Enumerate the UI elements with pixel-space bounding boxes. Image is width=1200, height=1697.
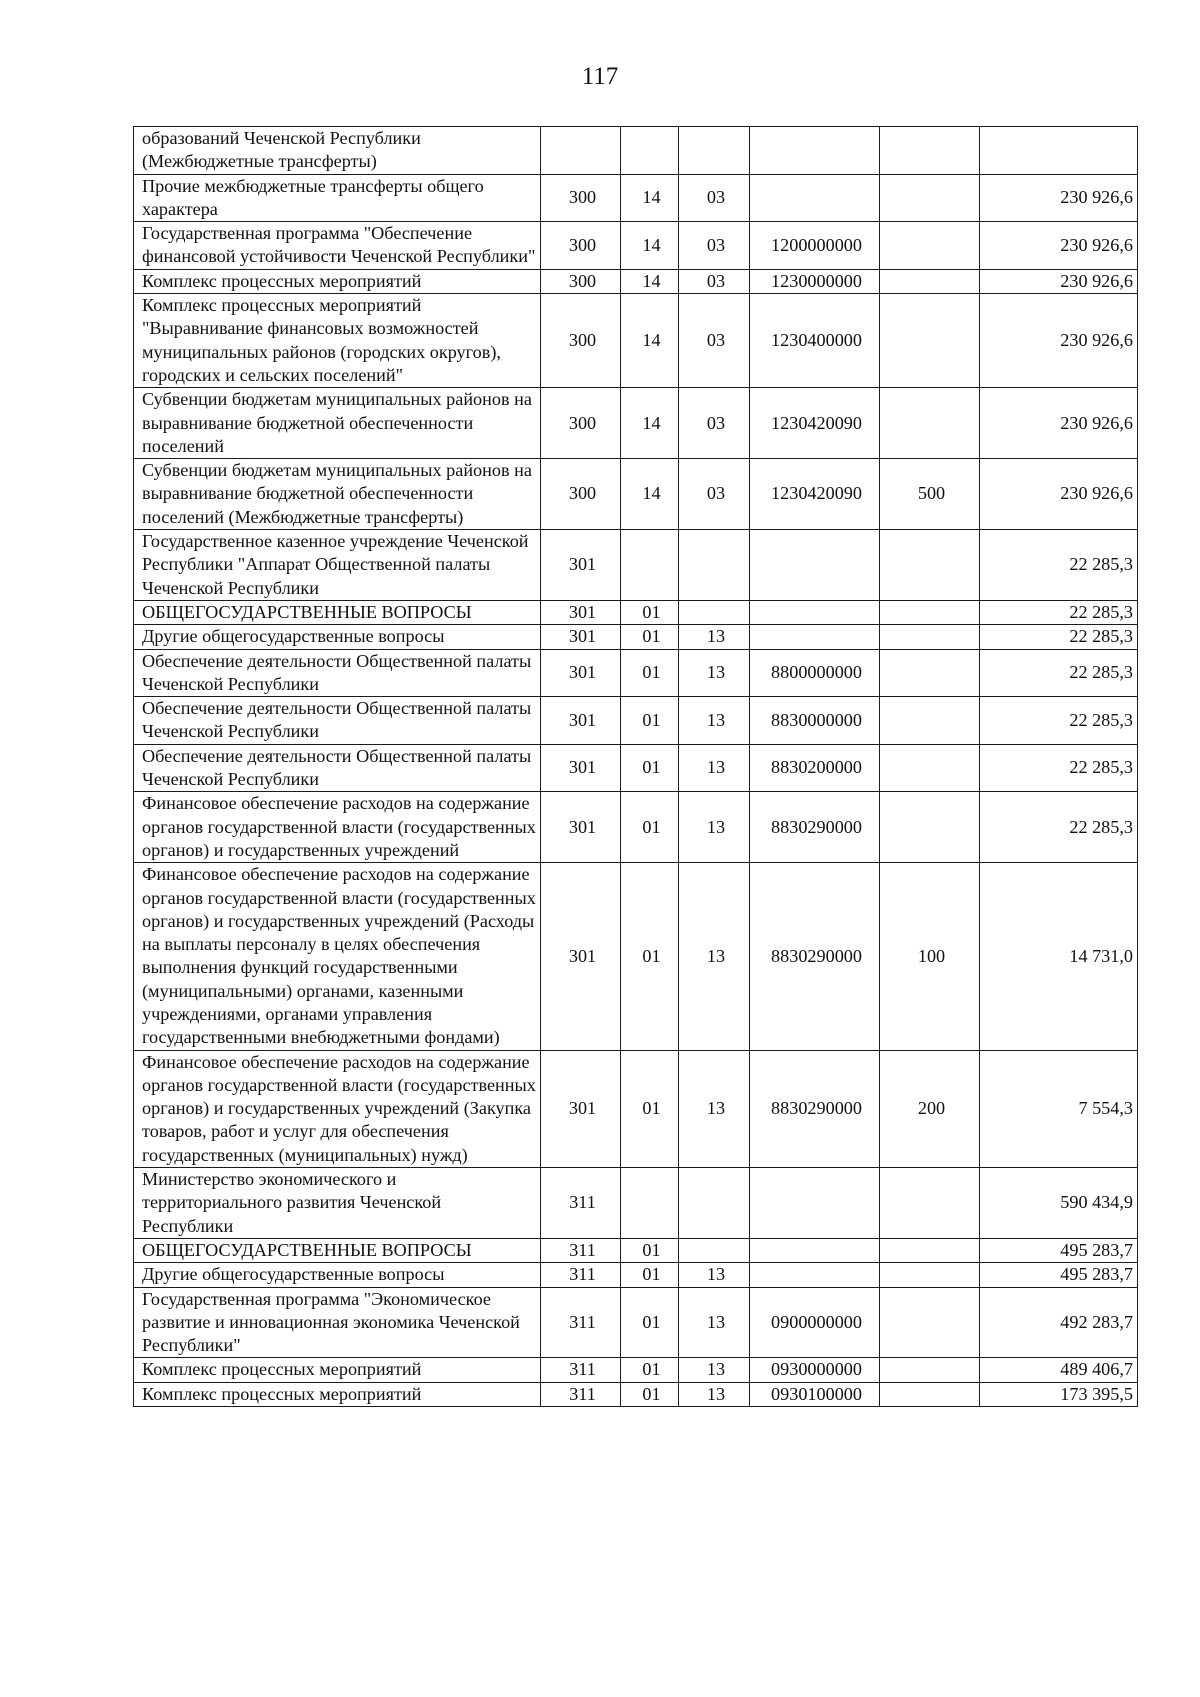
cell-section-code: [621, 530, 679, 601]
cell-item-name: Субвенции бюджетам муниципальных районов на выравнивание бюджетной обеспеченности поселений (Межбюджетные трансферты): [134, 459, 541, 530]
cell-target-article-code: [750, 174, 880, 222]
cell-section-code: 01: [621, 1238, 679, 1262]
cell-subsection-code: 03: [679, 222, 750, 270]
cell-subsection-code: 13: [679, 1050, 750, 1167]
cell-amount: 492 283,7: [980, 1287, 1138, 1358]
cell-section-code: 14: [621, 174, 679, 222]
cell-section-code: 01: [621, 600, 679, 624]
cell-target-article-code: [750, 1238, 880, 1262]
cell-amount: 495 283,7: [980, 1238, 1138, 1262]
table-row: [134, 388, 1138, 459]
table-row: [134, 744, 1138, 792]
cell-amount: [980, 127, 1138, 175]
cell-amount: 230 926,6: [980, 174, 1138, 222]
cell-subsection-code: [679, 1238, 750, 1262]
cell-target-article-code: [750, 600, 880, 624]
cell-amount: 22 285,3: [980, 697, 1138, 745]
cell-expense-type-code: [880, 697, 980, 745]
cell-amount: 22 285,3: [980, 600, 1138, 624]
cell-ministry-code: 311: [541, 1287, 621, 1358]
cell-ministry-code: 301: [541, 625, 621, 649]
budget-table: [133, 126, 1138, 1407]
cell-section-code: 01: [621, 1287, 679, 1358]
table-row: [134, 459, 1138, 530]
table-row: [134, 625, 1138, 649]
cell-subsection-code: 13: [679, 625, 750, 649]
cell-subsection-code: [679, 600, 750, 624]
cell-expense-type-code: 200: [880, 1050, 980, 1167]
cell-subsection-code: [679, 1168, 750, 1239]
cell-section-code: [621, 127, 679, 175]
cell-ministry-code: 311: [541, 1168, 621, 1239]
cell-item-name: Субвенции бюджетам муниципальных районов на выравнивание бюджетной обеспеченности поселений: [134, 388, 541, 459]
cell-subsection-code: [679, 127, 750, 175]
cell-item-name: Комплекс процессных мероприятий: [134, 269, 541, 293]
cell-section-code: [621, 1168, 679, 1239]
cell-target-article-code: 1230420090: [750, 388, 880, 459]
cell-subsection-code: 13: [679, 1287, 750, 1358]
cell-ministry-code: 301: [541, 530, 621, 601]
cell-subsection-code: 13: [679, 792, 750, 863]
cell-section-code: 01: [621, 744, 679, 792]
cell-item-name: образований Чеченской Республики (Межбюджетные трансферты): [134, 127, 541, 175]
cell-subsection-code: 13: [679, 1263, 750, 1287]
cell-subsection-code: 13: [679, 863, 750, 1050]
cell-expense-type-code: [880, 625, 980, 649]
cell-amount: 22 285,3: [980, 744, 1138, 792]
cell-expense-type-code: [880, 649, 980, 697]
cell-expense-type-code: [880, 269, 980, 293]
cell-ministry-code: 301: [541, 697, 621, 745]
cell-section-code: 01: [621, 1382, 679, 1406]
cell-subsection-code: 13: [679, 744, 750, 792]
cell-ministry-code: 300: [541, 222, 621, 270]
cell-amount: 230 926,6: [980, 269, 1138, 293]
cell-section-code: 14: [621, 269, 679, 293]
cell-subsection-code: 13: [679, 1358, 750, 1382]
cell-amount: 7 554,3: [980, 1050, 1138, 1167]
cell-item-name: Финансовое обеспечение расходов на содержание органов государственной власти (государственных органов) и государственных учреждений: [134, 792, 541, 863]
cell-expense-type-code: [880, 222, 980, 270]
cell-target-article-code: 8830290000: [750, 1050, 880, 1167]
cell-ministry-code: 300: [541, 459, 621, 530]
cell-item-name: Финансовое обеспечение расходов на содержание органов государственной власти (государственных органов) и государственных учреждений (Закупка товаров, работ и услуг для обеспечения государственных (муниципальных) нужд): [134, 1050, 541, 1167]
table-row: [134, 294, 1138, 388]
cell-item-name: Обеспечение деятельности Общественной палаты Чеченской Республики: [134, 697, 541, 745]
cell-subsection-code: 03: [679, 459, 750, 530]
cell-amount: 22 285,3: [980, 625, 1138, 649]
cell-section-code: 14: [621, 294, 679, 388]
cell-target-article-code: 0930100000: [750, 1382, 880, 1406]
cell-expense-type-code: [880, 294, 980, 388]
cell-item-name: Обеспечение деятельности Общественной палаты Чеченской Республики: [134, 649, 541, 697]
cell-amount: 22 285,3: [980, 530, 1138, 601]
cell-section-code: 01: [621, 1358, 679, 1382]
cell-ministry-code: 301: [541, 600, 621, 624]
cell-item-name: Министерство экономического и территориального развития Чеченской Республики: [134, 1168, 541, 1239]
cell-ministry-code: 300: [541, 294, 621, 388]
table-row: [134, 792, 1138, 863]
cell-ministry-code: 301: [541, 649, 621, 697]
cell-section-code: 14: [621, 459, 679, 530]
cell-expense-type-code: [880, 174, 980, 222]
cell-expense-type-code: [880, 1382, 980, 1406]
cell-ministry-code: 301: [541, 744, 621, 792]
cell-target-article-code: 1230400000: [750, 294, 880, 388]
cell-amount: 22 285,3: [980, 649, 1138, 697]
cell-target-article-code: 0900000000: [750, 1287, 880, 1358]
cell-target-article-code: [750, 127, 880, 175]
cell-target-article-code: 0930000000: [750, 1358, 880, 1382]
cell-ministry-code: 311: [541, 1382, 621, 1406]
cell-ministry-code: 311: [541, 1358, 621, 1382]
cell-target-article-code: 8830200000: [750, 744, 880, 792]
cell-target-article-code: 1230420090: [750, 459, 880, 530]
table-row: [134, 1382, 1138, 1406]
cell-expense-type-code: [880, 1168, 980, 1239]
cell-expense-type-code: [880, 792, 980, 863]
table-row: [134, 1287, 1138, 1358]
cell-amount: 14 731,0: [980, 863, 1138, 1050]
cell-ministry-code: 301: [541, 863, 621, 1050]
cell-subsection-code: 03: [679, 174, 750, 222]
cell-subsection-code: 13: [679, 649, 750, 697]
cell-subsection-code: [679, 530, 750, 601]
cell-amount: 590 434,9: [980, 1168, 1138, 1239]
cell-target-article-code: [750, 530, 880, 601]
cell-item-name: ОБЩЕГОСУДАРСТВЕННЫЕ ВОПРОСЫ: [134, 1238, 541, 1262]
cell-expense-type-code: [880, 1358, 980, 1382]
cell-expense-type-code: [880, 530, 980, 601]
cell-expense-type-code: 100: [880, 863, 980, 1050]
cell-subsection-code: 03: [679, 269, 750, 293]
cell-ministry-code: 300: [541, 388, 621, 459]
table-row: [134, 863, 1138, 1050]
cell-amount: 230 926,6: [980, 459, 1138, 530]
cell-section-code: 01: [621, 1263, 679, 1287]
cell-item-name: Другие общегосударственные вопросы: [134, 625, 541, 649]
table-row: [134, 1358, 1138, 1382]
table-row: [134, 127, 1138, 175]
cell-subsection-code: 03: [679, 388, 750, 459]
cell-item-name: Другие общегосударственные вопросы: [134, 1263, 541, 1287]
cell-expense-type-code: [880, 1263, 980, 1287]
table-body: [134, 127, 1138, 1407]
cell-expense-type-code: [880, 388, 980, 459]
cell-item-name: Прочие межбюджетные трансферты общего характера: [134, 174, 541, 222]
cell-ministry-code: 301: [541, 792, 621, 863]
cell-ministry-code: 301: [541, 1050, 621, 1167]
cell-section-code: 01: [621, 649, 679, 697]
cell-section-code: 01: [621, 1050, 679, 1167]
cell-item-name: Государственная программа "Экономическое развитие и инновационная экономика Чеченской Республики": [134, 1287, 541, 1358]
cell-item-name: Комплекс процессных мероприятий "Выравнивание финансовых возможностей муниципальных районов (городских округов), городских и сельских поселений": [134, 294, 541, 388]
cell-target-article-code: [750, 1168, 880, 1239]
cell-section-code: 01: [621, 625, 679, 649]
cell-target-article-code: 8830290000: [750, 792, 880, 863]
cell-item-name: Государственное казенное учреждение Чеченской Республики "Аппарат Общественной палаты Чеченской Республики: [134, 530, 541, 601]
cell-item-name: Обеспечение деятельности Общественной палаты Чеченской Республики: [134, 744, 541, 792]
cell-amount: 489 406,7: [980, 1358, 1138, 1382]
cell-subsection-code: 13: [679, 697, 750, 745]
table-row: [134, 222, 1138, 270]
cell-target-article-code: 1200000000: [750, 222, 880, 270]
page-number: 117: [581, 63, 619, 90]
cell-target-article-code: 1230000000: [750, 269, 880, 293]
table-row: [134, 1263, 1138, 1287]
table-row: [134, 1050, 1138, 1167]
cell-target-article-code: 8830000000: [750, 697, 880, 745]
table-row: [134, 600, 1138, 624]
cell-amount: 22 285,3: [980, 792, 1138, 863]
cell-section-code: 14: [621, 388, 679, 459]
cell-target-article-code: 8800000000: [750, 649, 880, 697]
cell-item-name: Государственная программа "Обеспечение финансовой устойчивости Чеченской Республики": [134, 222, 541, 270]
cell-expense-type-code: [880, 1287, 980, 1358]
cell-expense-type-code: [880, 1238, 980, 1262]
cell-amount: 230 926,6: [980, 222, 1138, 270]
table-row: [134, 697, 1138, 745]
cell-amount: 495 283,7: [980, 1263, 1138, 1287]
cell-target-article-code: [750, 625, 880, 649]
cell-ministry-code: 300: [541, 269, 621, 293]
table-row: [134, 530, 1138, 601]
cell-section-code: 01: [621, 863, 679, 1050]
cell-ministry-code: [541, 127, 621, 175]
cell-expense-type-code: [880, 127, 980, 175]
cell-subsection-code: 13: [679, 1382, 750, 1406]
cell-expense-type-code: 500: [880, 459, 980, 530]
cell-subsection-code: 03: [679, 294, 750, 388]
cell-item-name: ОБЩЕГОСУДАРСТВЕННЫЕ ВОПРОСЫ: [134, 600, 541, 624]
cell-section-code: 14: [621, 222, 679, 270]
cell-expense-type-code: [880, 600, 980, 624]
table-row: [134, 174, 1138, 222]
cell-item-name: Комплекс процессных мероприятий: [134, 1382, 541, 1406]
cell-section-code: 01: [621, 697, 679, 745]
cell-section-code: 01: [621, 792, 679, 863]
cell-item-name: Комплекс процессных мероприятий: [134, 1358, 541, 1382]
cell-amount: 230 926,6: [980, 294, 1138, 388]
cell-target-article-code: 8830290000: [750, 863, 880, 1050]
cell-item-name: Финансовое обеспечение расходов на содержание органов государственной власти (государственных органов) и государственных учреждений (Расходы на выплаты персоналу в целях обеспечения выполнения функций государственными (муниципальными) органами, казенными учреждениями, органами управления государственными внебюджетными фондами): [134, 863, 541, 1050]
cell-amount: 230 926,6: [980, 388, 1138, 459]
table-row: [134, 649, 1138, 697]
table-row: [134, 269, 1138, 293]
cell-expense-type-code: [880, 744, 980, 792]
table-row: [134, 1238, 1138, 1262]
cell-ministry-code: 311: [541, 1263, 621, 1287]
cell-target-article-code: [750, 1263, 880, 1287]
cell-ministry-code: 311: [541, 1238, 621, 1262]
cell-amount: 173 395,5: [980, 1382, 1138, 1406]
table-row: [134, 1168, 1138, 1239]
cell-ministry-code: 300: [541, 174, 621, 222]
